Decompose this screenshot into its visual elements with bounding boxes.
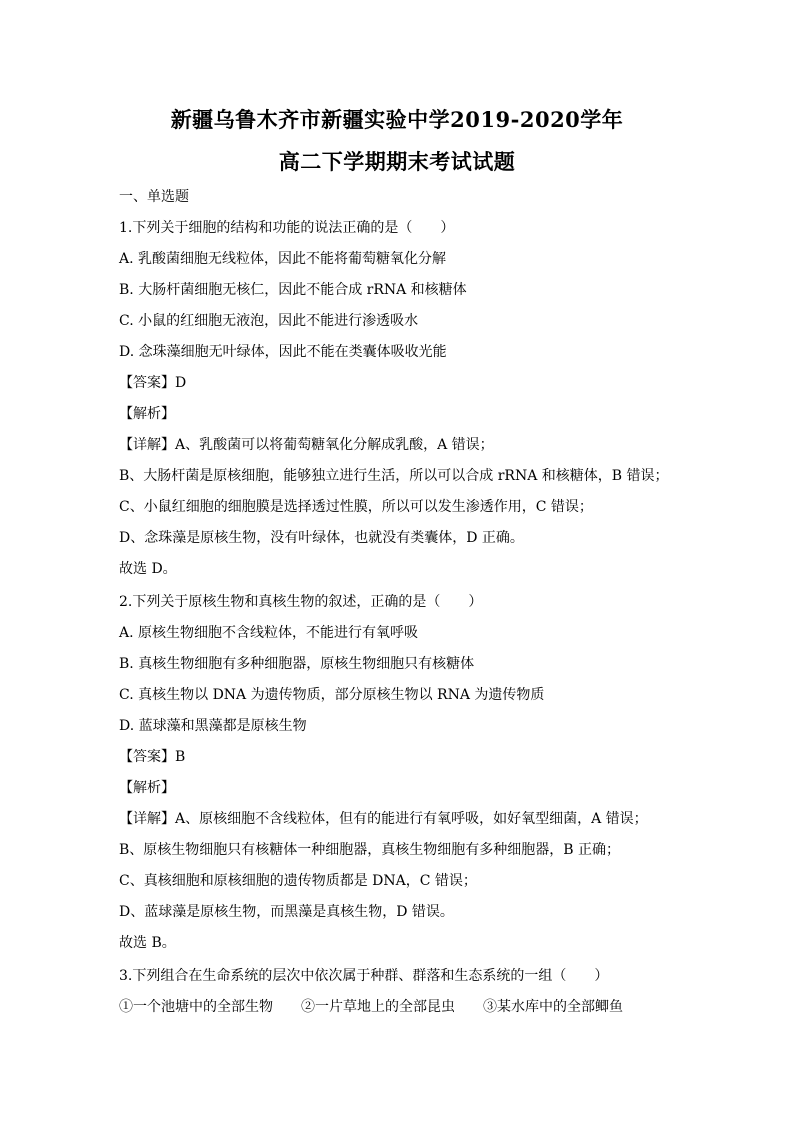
section-heading: 一、单选题	[119, 189, 189, 205]
q1-answer: 【答案】D	[119, 375, 187, 391]
q1-detail-3: C、小鼠红细胞的细胞膜是选择透过性膜，所以可以发生渗透作用，C 错误；	[119, 499, 593, 515]
q2-detail-1: 【详解】A、原核细胞不含线粒体，但有的能进行有氧呼吸，如好氧型细菌，A 错误；	[119, 811, 648, 827]
q2-option-d: D. 蓝球藻和黑藻都是原核生物	[119, 718, 307, 734]
q2-detail-3: C、真核细胞和原核细胞的遗传物质都是 DNA，C 错误；	[119, 873, 477, 889]
q2-stem: 2.下列关于原核生物和真核生物的叙述，正确的是（ ）	[119, 594, 483, 610]
q2-detail-2: B、原核生物细胞只有核糖体一种细胞器，真核生物细胞有多种细胞器，B 正确；	[119, 842, 621, 858]
q3-options: ①一个池塘中的全部生物 ②一片草地上的全部昆虫 ③某水库中的全部鲫鱼	[119, 999, 623, 1015]
q2-option-a: A. 原核生物细胞不含线粒体，不能进行有氧呼吸	[119, 625, 419, 641]
q2-detail-4: D、蓝球藻是原核生物，而黑藻是真核生物，D 错误。	[119, 904, 454, 920]
q1-detail-4: D、念珠藻是原核生物，没有叶绿体，也就没有类囊体，D 正确。	[119, 530, 524, 546]
q2-option-c: C. 真核生物以 DNA 为遗传物质，部分原核生物以 RNA 为遗传物质	[119, 687, 545, 703]
q1-option-b: B. 大肠杆菌细胞无核仁，因此不能合成 rRNA 和核糖体	[119, 282, 467, 298]
q2-choose: 故选 B。	[119, 935, 176, 951]
q1-choose: 故选 D。	[119, 561, 177, 577]
doc-title-line1: 新疆乌鲁木齐市新疆实验中学2019-2020学年	[170, 107, 624, 132]
q1-detail-1: 【详解】A、乳酸菌可以将葡萄糖氧化分解成乳酸，A 错误；	[119, 437, 494, 453]
q1-option-a: A. 乳酸菌细胞无线粒体，因此不能将葡萄糖氧化分解	[119, 251, 447, 267]
doc-title-line2: 高二下学期期末考试试题	[278, 149, 516, 174]
q2-option-b: B. 真核生物细胞有多种细胞器，原核生物细胞只有核糖体	[119, 656, 475, 672]
q2-answer: 【答案】B	[119, 749, 186, 765]
q1-option-c: C. 小鼠的红细胞无液泡，因此不能进行渗透吸水	[119, 313, 419, 329]
q1-detail-2: B、大肠杆菌是原核细胞，能够独立进行生活，所以可以合成 rRNA 和核糖体，B 错误；	[119, 468, 669, 484]
q3-stem: 3.下列组合在生命系统的层次中依次属于种群、群落和生态系统的一组（ ）	[119, 968, 609, 984]
q1-option-d: D. 念珠藻细胞无叶绿体，因此不能在类囊体吸收光能	[119, 344, 447, 360]
q1-analysis: 【解析】	[119, 406, 175, 422]
q2-analysis: 【解析】	[119, 780, 175, 796]
q1-stem: 1.下列关于细胞的结构和功能的说法正确的是（ ）	[119, 220, 455, 236]
